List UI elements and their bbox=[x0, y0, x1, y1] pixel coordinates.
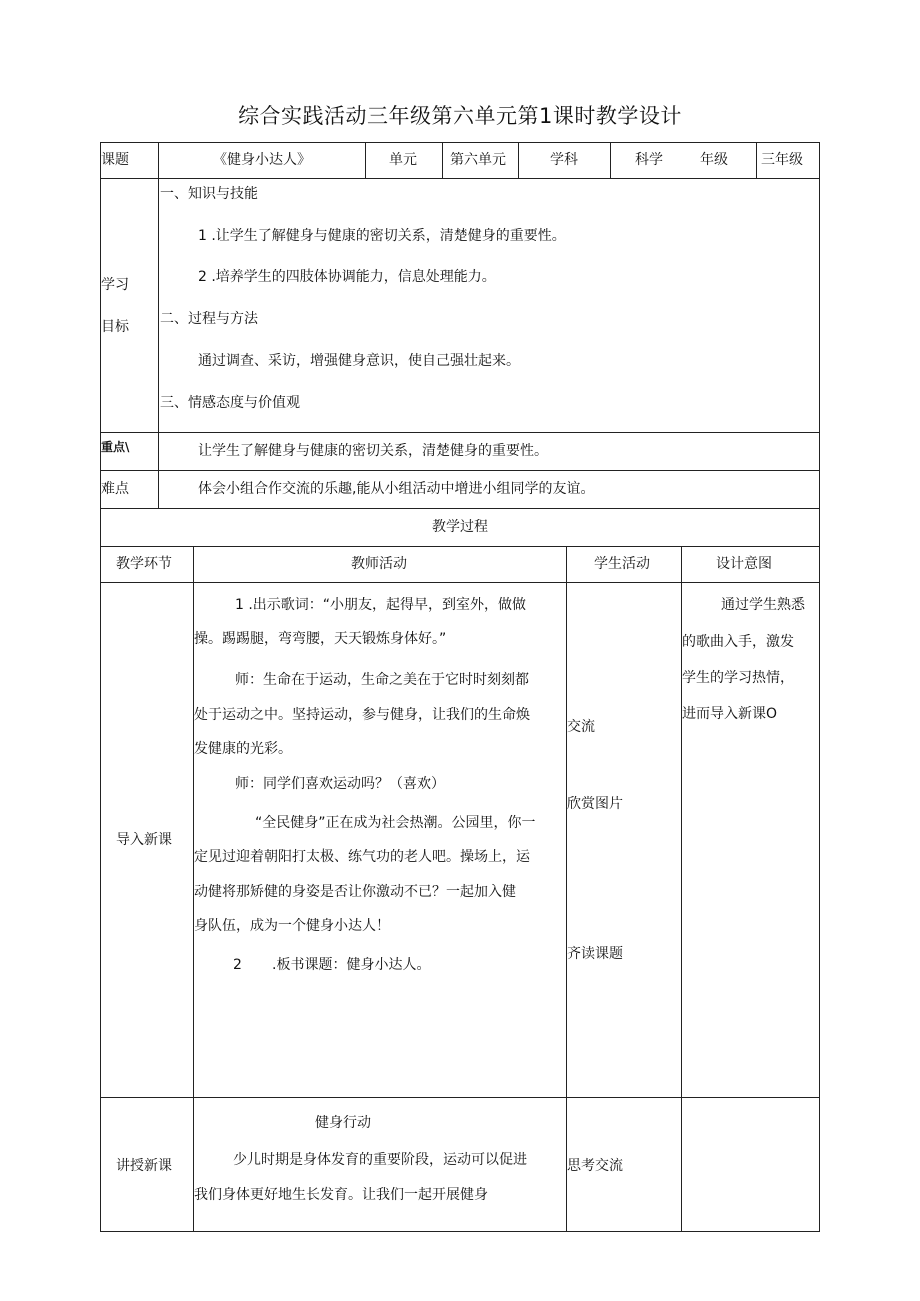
xue-ke-label: 学科 bbox=[550, 152, 578, 168]
col-divider bbox=[365, 142, 366, 178]
teacher-line: 1 .出示歌词：“小朋友，起得早，到室外，做做 bbox=[235, 597, 527, 613]
col-header-stage: 教学环节 bbox=[116, 556, 172, 572]
objective-item: 1 .让学生了解健身与健康的密切关系，清楚健身的重要性。 bbox=[198, 228, 566, 244]
teacher-line: 师：同学们喜欢运动吗？（喜欢） bbox=[235, 776, 445, 792]
col-divider bbox=[756, 142, 757, 178]
row-divider bbox=[100, 432, 820, 433]
section-heading: 一、知识与技能 bbox=[160, 186, 258, 202]
teacher-heading: 健身行动 bbox=[315, 1115, 371, 1131]
nan-dian-text: 体会小组合作交流的乐趣,能从小组活动中增进小组同学的友谊。 bbox=[198, 481, 595, 497]
objective-item: 通过调查、采访，增强健身意识，使自己强壮起来。 bbox=[198, 353, 520, 369]
student-activity: 交流 bbox=[567, 719, 595, 735]
dan-yuan-label: 单元 bbox=[389, 152, 417, 168]
col-header-intent: 设计意图 bbox=[716, 556, 772, 572]
objectives-label: 目标 bbox=[101, 319, 129, 335]
teacher-line-num: 2 bbox=[233, 957, 242, 973]
col-header-teacher: 教师活动 bbox=[351, 556, 407, 572]
row-divider bbox=[100, 508, 820, 509]
col-divider bbox=[566, 546, 567, 1232]
nian-ji-label: 年级 bbox=[700, 152, 728, 168]
teacher-line: 我们身体更好地生长发育。让我们一起开展健身 bbox=[194, 1187, 488, 1203]
section-heading: 三、情感态度与价值观 bbox=[160, 395, 300, 411]
col-divider bbox=[518, 142, 519, 178]
ke-ti-label: 课题 bbox=[101, 152, 129, 168]
objective-item: 2 .培养学生的四肢体协调能力，信息处理能力。 bbox=[198, 269, 496, 285]
zhong-dian-text: 让学生了解健身与健康的密切关系，清楚健身的重要性。 bbox=[198, 443, 548, 459]
row-divider bbox=[100, 1097, 820, 1098]
nian-ji-value: 三年级 bbox=[761, 152, 803, 168]
teacher-line: 处于运动之中。坚持运动，参与健身，让我们的生命焕 bbox=[194, 707, 530, 723]
page-title: 综合实践活动三年级第六单元第1课时教学设计 bbox=[238, 104, 682, 128]
col-divider bbox=[158, 142, 159, 178]
ke-ti-value: 《健身小达人》 bbox=[213, 152, 311, 168]
teacher-line: .板书课题：健身小达人。 bbox=[272, 957, 431, 973]
col-divider bbox=[158, 178, 159, 508]
teacher-line: 动健将那矫健的身姿是否让你激动不已？一起加入健 bbox=[194, 884, 516, 900]
row-divider bbox=[100, 470, 820, 471]
row-divider bbox=[100, 546, 820, 547]
stage-intro: 导入新课 bbox=[116, 832, 172, 848]
col-header-student: 学生活动 bbox=[594, 556, 650, 572]
intent-line: 进而导入新课O bbox=[682, 706, 778, 722]
student-activity: 齐读课题 bbox=[567, 946, 623, 962]
intent-line: 的歌曲入手，激发 bbox=[682, 634, 794, 650]
teacher-line: 发健康的光彩。 bbox=[194, 741, 292, 757]
dan-yuan-value: 第六单元 bbox=[450, 152, 506, 168]
teacher-line: 身队伍，成为一个健身小达人！ bbox=[194, 918, 390, 934]
teacher-line: 定见过迎着朝阳打太极、练气功的老人吧。操场上，运 bbox=[194, 849, 530, 865]
student-activity: 思考交流 bbox=[567, 1158, 623, 1174]
xue-ke-value: 科学 bbox=[635, 152, 663, 168]
stage-lecture: 讲授新课 bbox=[116, 1158, 172, 1174]
col-divider bbox=[610, 142, 611, 178]
teacher-line: “全民健身”正在成为社会热潮。公园里，你一 bbox=[255, 815, 536, 831]
intent-line: 通过学生熟悉 bbox=[721, 597, 805, 613]
row-divider bbox=[100, 582, 820, 583]
teacher-line: 少儿时期是身体发育的重要阶段，运动可以促进 bbox=[233, 1152, 527, 1168]
objectives-label: 学习 bbox=[101, 277, 129, 293]
section-heading: 二、过程与方法 bbox=[160, 311, 258, 327]
teacher-line: 操。踢踢腿，弯弯腰，天天锻炼身体好。” bbox=[194, 631, 447, 647]
process-heading: 教学过程 bbox=[432, 519, 488, 535]
zhong-dian-label: 重点\ bbox=[101, 440, 130, 454]
row-divider bbox=[100, 178, 820, 179]
student-activity: 欣赏图片 bbox=[567, 796, 623, 812]
intent-line: 学生的学习热情， bbox=[682, 670, 794, 686]
nan-dian-label: 难点 bbox=[101, 481, 129, 497]
col-divider bbox=[442, 142, 443, 178]
teacher-line: 师：生命在于运动，生命之美在于它时时刻刻都 bbox=[235, 672, 529, 688]
